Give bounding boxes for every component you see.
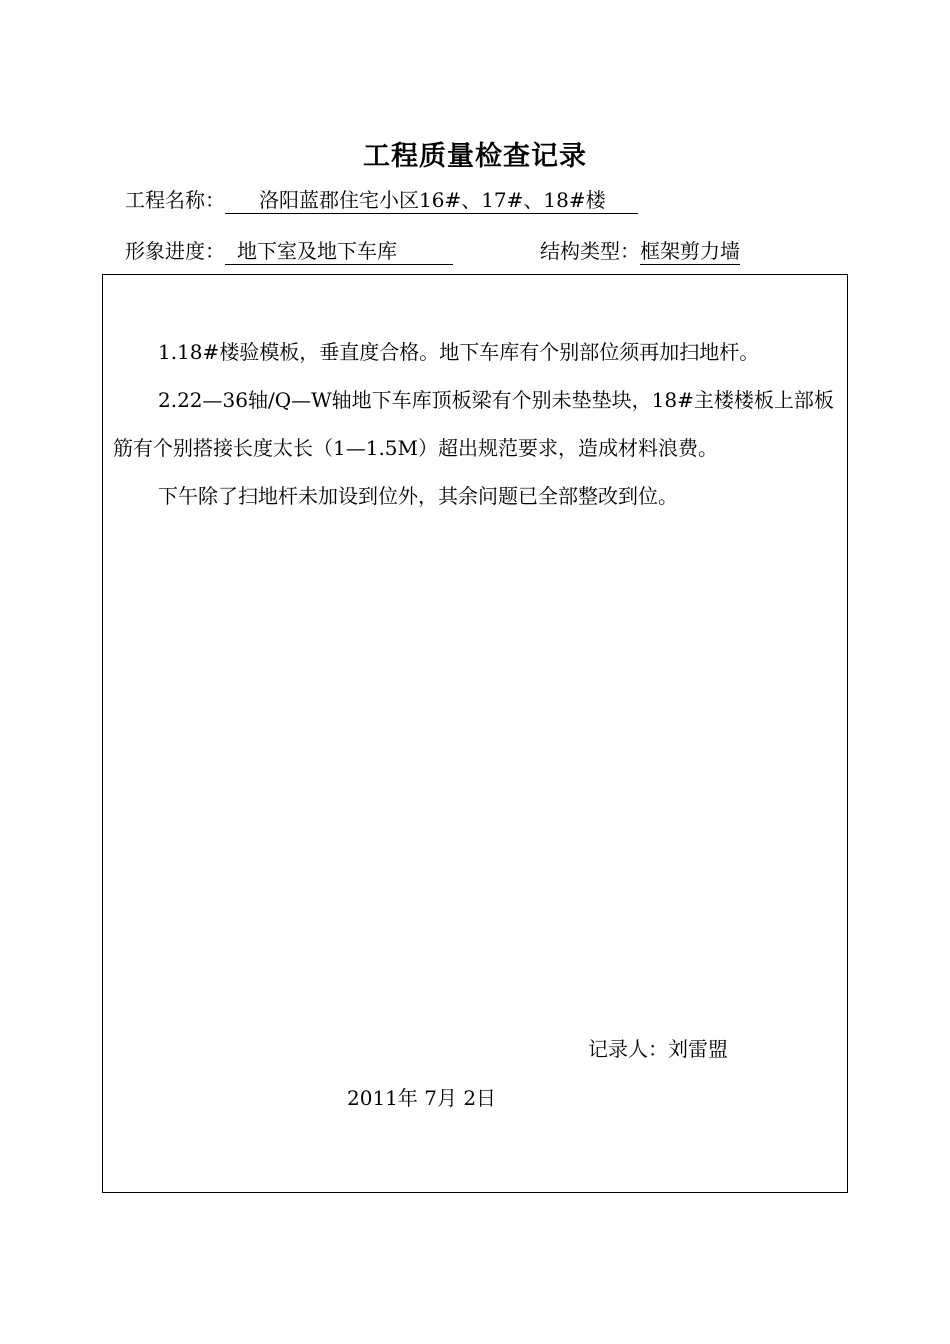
progress-row xyxy=(125,237,453,265)
record-paragraph-1: 1.18#楼验模板，垂直度合格。地下车库有个别部位须再加扫地杆。 xyxy=(158,340,760,364)
project-name-row xyxy=(125,186,638,214)
progress-value: 地下室及地下车库 xyxy=(225,238,453,265)
project-name-value: 洛阳蓝郡住宅小区16#、17#、18#楼 xyxy=(225,187,638,214)
record-paragraph-3: 下午除了扫地杆未加设到位外，其余问题已全部整改到位。 xyxy=(158,484,678,508)
structure-value: 框架剪力墙 xyxy=(640,239,740,263)
record-box xyxy=(102,274,848,1193)
recorder-line xyxy=(588,1029,728,1069)
structure-row xyxy=(540,237,740,265)
record-date: 2011年 7月 2日 xyxy=(347,1086,497,1110)
structure-label: 结构类型： xyxy=(540,239,640,263)
page-title: 工程质量检查记录 xyxy=(363,141,587,172)
recorder-name: 刘雷盟 xyxy=(668,1037,728,1061)
progress-label: 形象进度： xyxy=(125,239,225,263)
recorder-label: 记录人： xyxy=(588,1037,668,1061)
project-name-label: 工程名称： xyxy=(125,188,225,212)
record-paragraph-2: 2.22—36轴/Q—W轴地下车库顶板梁有个别未垫垫块，18#主楼楼板上部板筋有个别搭接长度太长（1—1.5M）超出规范要求，造成材料浪费。 xyxy=(113,388,834,460)
